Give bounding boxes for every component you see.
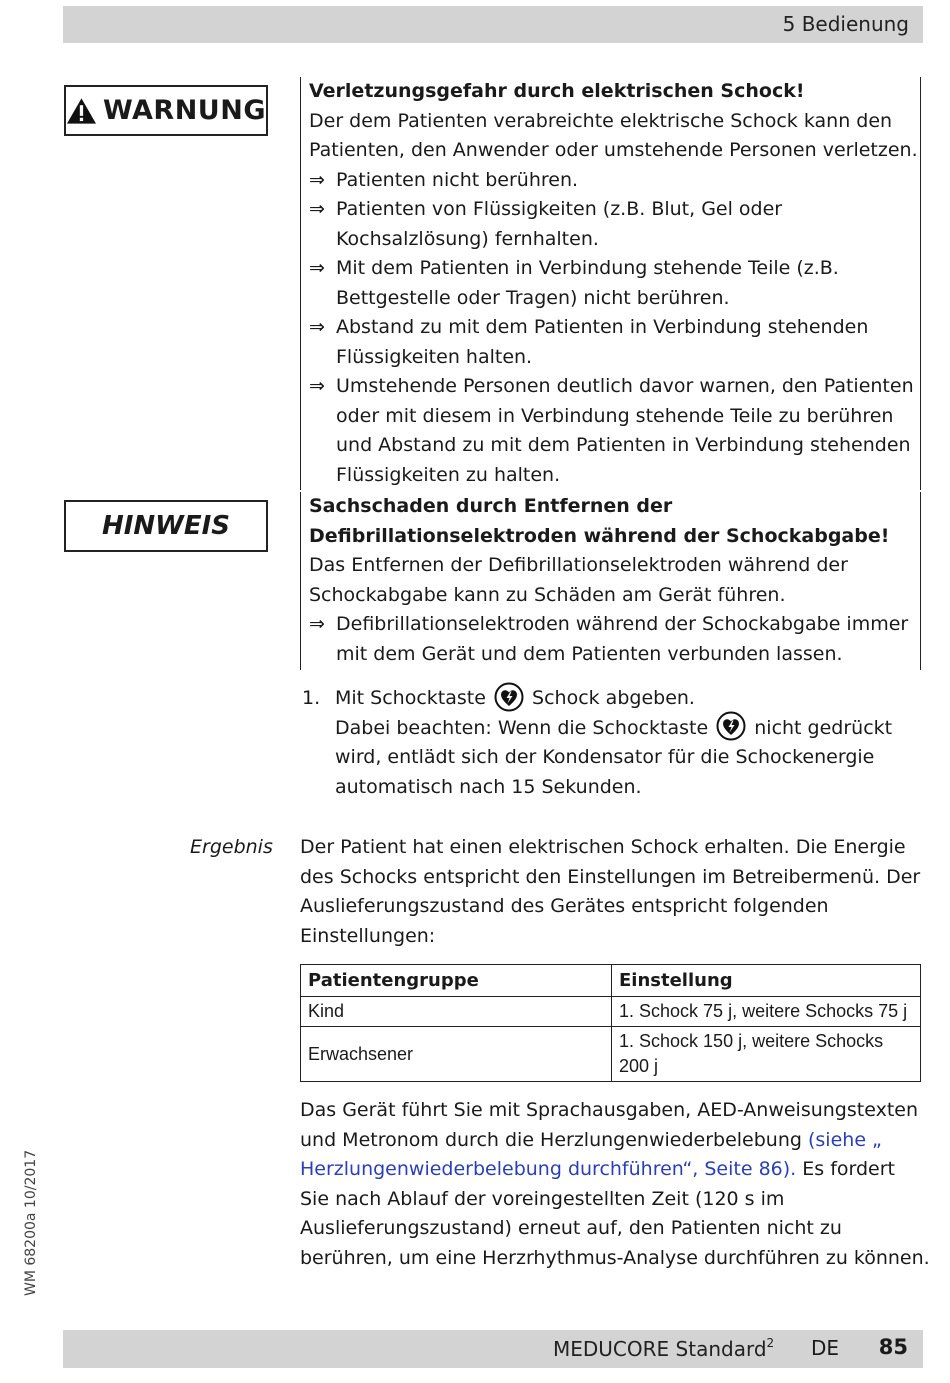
note-step — [309, 610, 918, 669]
instruction-line-1 — [335, 684, 920, 714]
settings-table — [300, 964, 921, 1082]
note-label-box — [64, 500, 268, 552]
instruction-text: Dabei beachten: Wenn die Schocktaste — [335, 716, 709, 739]
page-footer — [63, 1330, 923, 1368]
table-cell: Erwachsener — [301, 1027, 612, 1082]
final-text-before: Das Gerät führt Sie mit Sprachausgaben, AED-Anweisungstexten und Metronom durch die Herzlungenwiederbelebung — [300, 1099, 919, 1151]
warning-step-text: Patienten von Flüssigkeiten (z.B. Blut, Gel oder Kochsalzlösung) fernhalten. — [336, 198, 783, 250]
cross-reference-link[interactable]: (siehe „ Herzlungenwiederbelebung durchführen“, Seite 86). — [300, 1128, 882, 1180]
warning-label: WARNUNG — [102, 95, 266, 126]
section-title: 5 Bedienung — [782, 12, 909, 36]
table-cell: 1. Schock 75 j, weitere Schocks 75 j — [612, 997, 921, 1027]
document-code: WM 68200a 10/2017 — [23, 1149, 39, 1296]
warning-step — [309, 313, 918, 372]
warning-title: Verletzungsgefahr durch elektrischen Schock! — [309, 80, 805, 102]
warning-step-text: Umstehende Personen deutlich davor warnen, den Patienten oder mit diesem in Verbindung stehende Teile zu berühren und Abstand zu mit dem Patienten in Verbindung stehenden Flüssigkeiten zu halten. — [336, 375, 914, 486]
note-title: Sachschaden durch Entfernen der Defibrillationselektroden während der Schockabgabe! — [309, 495, 890, 547]
table-cell: 1. Schock 150 j, weitere Schocks 200 j — [612, 1027, 921, 1082]
note-step-text: Defibrillationselektroden während der Schockabgabe immer mit dem Gerät und dem Patienten verbunden lassen. — [336, 613, 909, 665]
result-label: Ergebnis — [190, 836, 273, 858]
instruction-text: nicht gedrückt wird, entlädt sich der Kondensator für die Schockenergie automatisch nach 15 Sekunden. — [335, 716, 893, 798]
arrow-right-icon: ⇒ — [309, 375, 325, 397]
table-row — [301, 997, 921, 1027]
warning-step — [309, 254, 918, 313]
note-intro: Das Entfernen der Defibrillationselektroden während der Schockabgabe kann zu Schäden am Gerät führen. — [309, 554, 848, 606]
page-header — [63, 6, 923, 43]
warning-step — [309, 166, 918, 196]
shock-button-icon — [716, 711, 746, 741]
instruction-text: Schock abgeben. — [532, 687, 695, 709]
note-notice — [300, 492, 921, 670]
warning-intro: Der dem Patienten verabreichte elektrische Schock kann den Patienten, den Anwender oder umstehende Personen verletzen. — [309, 109, 918, 161]
product-superscript: 2 — [766, 1336, 775, 1350]
arrow-right-icon: ⇒ — [309, 168, 325, 191]
warning-step-text: Mit dem Patienten in Verbindung stehende Teile (z.B. Bettgestelle oder Tragen) nicht berühren. — [336, 257, 839, 309]
table-header-cell: Patientengruppe — [301, 965, 612, 997]
note-label: HINWEIS — [101, 511, 231, 541]
table-row — [301, 1027, 921, 1082]
step-number: 1. — [302, 687, 321, 709]
instruction-line-2 — [335, 714, 920, 803]
product-name-text: MEDUCORE Standard — [553, 1337, 767, 1361]
warning-triangle-icon — [66, 97, 97, 125]
instruction-step — [300, 684, 920, 802]
language-code: DE — [811, 1336, 840, 1360]
warning-step-text: Patienten nicht berühren. — [336, 168, 579, 191]
table-header-row — [301, 965, 921, 997]
warning-notice — [300, 77, 921, 490]
instruction-text: Mit Schocktaste — [335, 687, 486, 709]
final-text-after: Es fordert Sie nach Ablauf der voreingestellten Zeit (120 s im Auslieferungszustand) erneut auf, den Patienten nicht zu berühren, um eine Herzrhythmus-Analyse durchführen zu können. — [300, 1158, 930, 1269]
warning-step — [309, 372, 918, 490]
shock-button-icon — [494, 682, 524, 712]
warning-step-text: Abstand zu mit dem Patienten in Verbindung stehenden Flüssigkeiten halten. — [336, 316, 869, 368]
arrow-right-icon: ⇒ — [309, 613, 325, 635]
arrow-right-icon: ⇒ — [309, 257, 325, 279]
warning-label-box — [64, 85, 268, 136]
result-text: Der Patient hat einen elektrischen Schock erhalten. Die Energie des Schocks entspricht den Einstellungen im Betreibermenü. Der Auslieferungszustand des Gerätes entspricht folgenden Einstellungen: — [300, 836, 921, 947]
warning-step — [309, 195, 918, 254]
product-name — [553, 1336, 774, 1361]
arrow-right-icon: ⇒ — [309, 198, 325, 220]
arrow-right-icon: ⇒ — [309, 316, 325, 338]
table-cell: Kind — [301, 997, 612, 1027]
page-number: 85 — [878, 1335, 908, 1359]
table-header-cell: Einstellung — [612, 965, 921, 997]
final-paragraph — [300, 1096, 930, 1273]
